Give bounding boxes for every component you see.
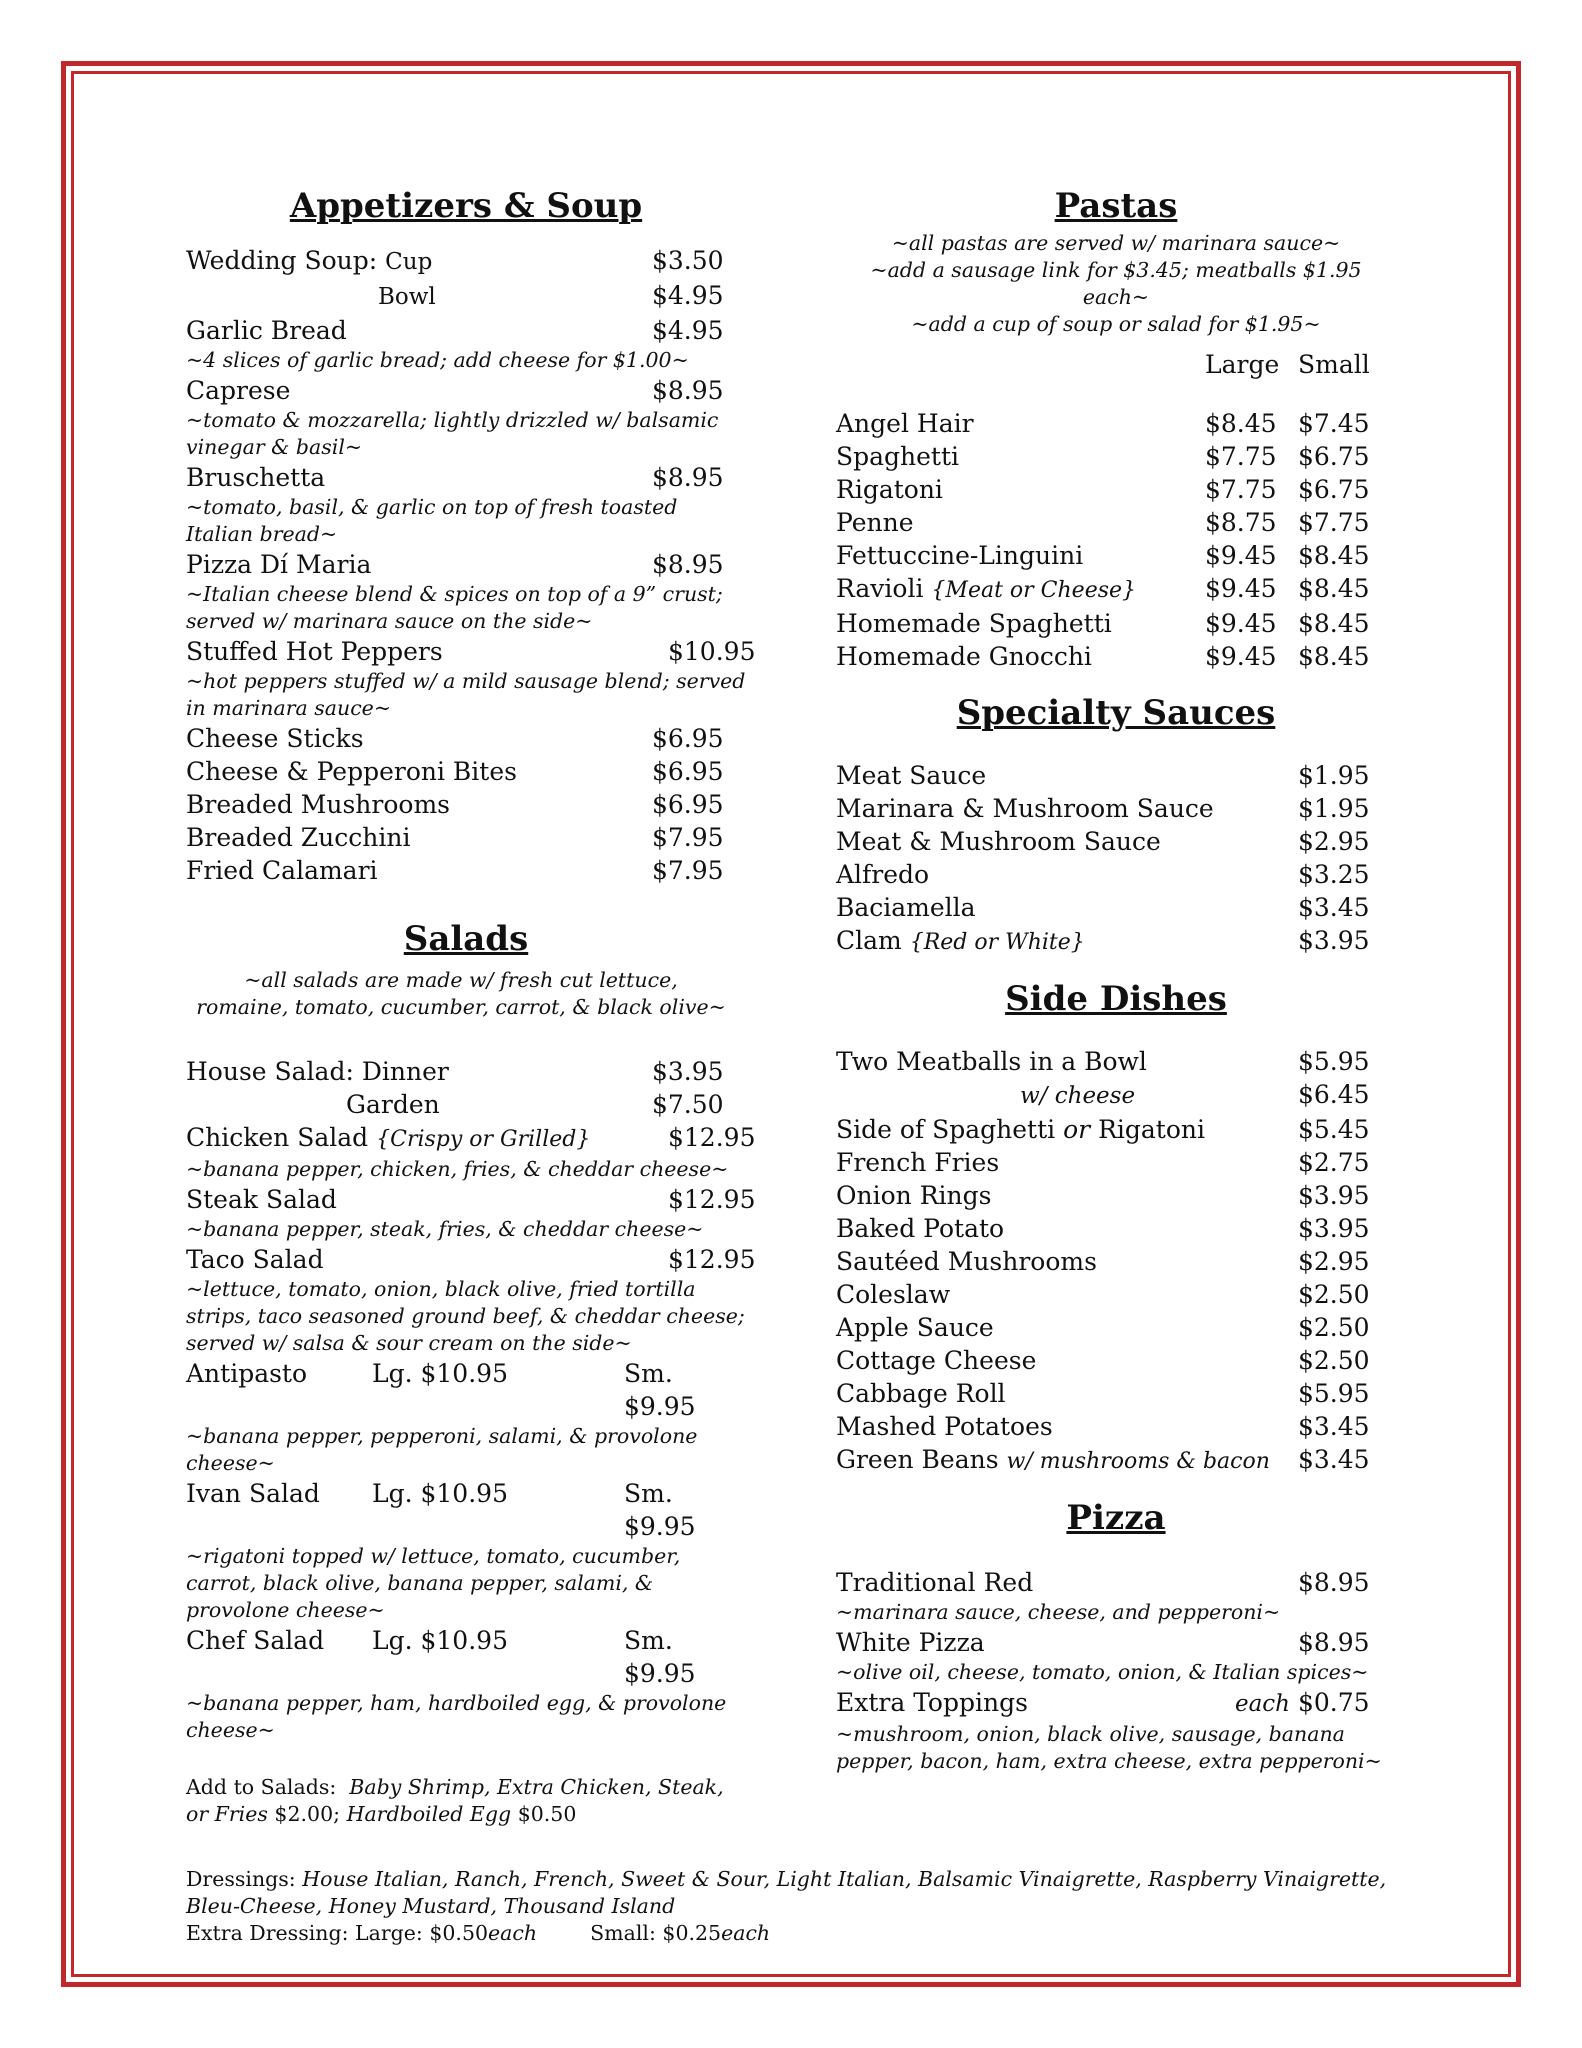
pasta-large-price: $8.45 bbox=[1205, 409, 1277, 438]
add-to-salads-price: $2.00; bbox=[274, 1802, 341, 1826]
chicken-salad-option: {Crispy or Grilled} bbox=[376, 1127, 591, 1152]
pastas-note: ~add a sausage link for $3.45; meatballs $1.95 each~ bbox=[870, 258, 1362, 309]
list-item bbox=[836, 1245, 1396, 1278]
meatballs-cheese-row bbox=[836, 1078, 1396, 1113]
list-item bbox=[836, 1344, 1396, 1377]
list-item bbox=[836, 1179, 1396, 1212]
list-item bbox=[186, 854, 746, 887]
pasta-name: Angel Hair bbox=[836, 409, 974, 438]
table-row bbox=[836, 407, 1396, 440]
stuffed-peppers-name: Stuffed Hot Peppers bbox=[186, 637, 443, 666]
sauce-option: {Red or White} bbox=[909, 930, 1085, 955]
pasta-large-header: Large bbox=[1205, 350, 1280, 379]
pasta-large-price: $9.45 bbox=[1205, 541, 1277, 570]
pasta-large-price: $7.75 bbox=[1205, 442, 1277, 471]
sauce-name: Meat Sauce bbox=[836, 761, 987, 790]
pasta-size-header bbox=[836, 348, 1396, 381]
side-name: Cabbage Roll bbox=[836, 1379, 1006, 1408]
chef-salad-note: ~banana pepper, ham, hardboiled egg, & provolone cheese~ bbox=[186, 1691, 727, 1742]
menu-item-price: $6.95 bbox=[652, 757, 724, 786]
bruschetta-note: ~tomato, basil, & garlic on top of fresh toasted Italian bread~ bbox=[186, 495, 678, 546]
chef-salad-large: Lg. $10.95 bbox=[372, 1626, 508, 1655]
ivan-salad-note: ~rigatoni topped w/ lettuce, tomato, cucumber, carrot, black olive, banana pepper, salami, & provolone cheese~ bbox=[186, 1544, 681, 1622]
white-pizza-name: White Pizza bbox=[836, 1628, 985, 1657]
list-item bbox=[186, 755, 746, 788]
pasta-name: Rigatoni bbox=[836, 475, 943, 504]
green-beans-option: w/ mushrooms & bacon bbox=[1006, 1449, 1270, 1474]
sauce-price: $1.95 bbox=[1298, 794, 1370, 823]
traditional-red-name: Traditional Red bbox=[836, 1568, 1034, 1597]
steak-salad-price: $12.95 bbox=[668, 1185, 756, 1214]
antipasto-large: Lg. $10.95 bbox=[372, 1359, 508, 1388]
pasta-name: Fettuccine-Linguini bbox=[836, 541, 1084, 570]
bruschetta-name: Bruschetta bbox=[186, 463, 326, 492]
pasta-small-price: $6.75 bbox=[1298, 442, 1370, 471]
side-price: $5.95 bbox=[1298, 1379, 1370, 1408]
table-row bbox=[836, 440, 1396, 473]
ivan-salad-small: Sm. $9.95 bbox=[624, 1479, 696, 1541]
traditional-red-row bbox=[836, 1566, 1396, 1599]
stuffed-peppers-row bbox=[186, 635, 756, 668]
caprese-note: ~tomato & mozzarella; lightly drizzled w/ balsamic vinegar & basil~ bbox=[186, 408, 719, 459]
add-to-salads-items: Baby Shrimp, Extra Chicken, Steak, or Fries bbox=[186, 1775, 724, 1826]
sauce-price: $3.95 bbox=[1298, 926, 1370, 955]
taco-salad-name: Taco Salad bbox=[186, 1245, 324, 1274]
list-item bbox=[836, 1377, 1396, 1410]
chef-salad-row bbox=[186, 1624, 746, 1690]
pasta-name: Homemade Gnocchi bbox=[836, 642, 1092, 671]
house-salad-garden: Garden bbox=[346, 1090, 440, 1119]
pasta-name: Ravioli bbox=[836, 574, 924, 603]
side-price: $2.50 bbox=[1298, 1313, 1370, 1342]
side-price: $2.50 bbox=[1298, 1346, 1370, 1375]
list-item bbox=[186, 821, 746, 854]
antipasto-note: ~banana pepper, pepperoni, salami, & provolone cheese~ bbox=[186, 1424, 698, 1475]
pizza-heading: Pizza bbox=[1066, 1498, 1166, 1538]
list-item bbox=[186, 722, 746, 755]
sauce-price: $2.95 bbox=[1298, 827, 1370, 856]
green-beans-row bbox=[836, 1443, 1396, 1478]
taco-salad-row bbox=[186, 1243, 756, 1276]
wedding-soup-bowl-price: $4.95 bbox=[652, 281, 724, 310]
list-item bbox=[836, 891, 1396, 924]
menu-item-name: Breaded Zucchini bbox=[186, 823, 411, 852]
menu-item-price: $6.95 bbox=[652, 790, 724, 819]
side-price: $2.50 bbox=[1298, 1280, 1370, 1309]
side-price: $3.45 bbox=[1298, 1412, 1370, 1441]
garlic-bread-name: Garlic Bread bbox=[186, 316, 347, 345]
menu-item-price: $6.95 bbox=[652, 724, 724, 753]
list-item bbox=[836, 1410, 1396, 1443]
list-item bbox=[836, 792, 1396, 825]
wedding-soup-cup-price: $3.50 bbox=[652, 246, 724, 275]
extra-dressing-large-price: $0.50 bbox=[429, 1921, 489, 1945]
house-salad-garden-row bbox=[186, 1088, 746, 1121]
pizza-di-maria-row bbox=[186, 548, 746, 581]
wedding-soup-cup-row bbox=[186, 244, 746, 279]
meatballs-row bbox=[836, 1045, 1396, 1078]
stuffed-peppers-price: $10.95 bbox=[668, 637, 756, 666]
left-column bbox=[186, 184, 756, 1828]
chef-salad-small: Sm. $9.95 bbox=[624, 1626, 696, 1688]
side-name: French Fries bbox=[836, 1148, 1000, 1177]
pasta-name: Penne bbox=[836, 508, 914, 537]
white-pizza-row bbox=[836, 1626, 1396, 1659]
side-name: Mashed Potatoes bbox=[836, 1412, 1053, 1441]
white-pizza-price: $8.95 bbox=[1298, 1628, 1370, 1657]
list-item bbox=[186, 788, 746, 821]
chicken-salad-price: $12.95 bbox=[668, 1123, 756, 1152]
pasta-large-price: $9.45 bbox=[1205, 574, 1277, 603]
table-row bbox=[836, 473, 1396, 506]
wedding-soup-cup: Cup bbox=[385, 249, 433, 275]
sauce-name: Clam bbox=[836, 926, 902, 955]
list-item bbox=[836, 1278, 1396, 1311]
list-item bbox=[836, 858, 1396, 891]
extra-dressing-small-label: Small: bbox=[590, 1921, 656, 1945]
caprese-price: $8.95 bbox=[652, 376, 724, 405]
list-item bbox=[836, 759, 1396, 792]
menu-item-name: Breaded Mushrooms bbox=[186, 790, 450, 819]
side-price: $2.75 bbox=[1298, 1148, 1370, 1177]
chicken-salad-row bbox=[186, 1121, 756, 1156]
sauce-price: $3.25 bbox=[1298, 860, 1370, 889]
antipasto-small: Sm. $9.95 bbox=[624, 1359, 696, 1421]
ivan-salad-row bbox=[186, 1477, 746, 1543]
pasta-small-price: $8.45 bbox=[1298, 642, 1370, 671]
extra-toppings-row bbox=[836, 1686, 1396, 1721]
extra-dressing-line bbox=[186, 1920, 1436, 1947]
bruschetta-row bbox=[186, 461, 746, 494]
sides-heading: Side Dishes bbox=[1005, 979, 1227, 1019]
pastas-heading: Pastas bbox=[1054, 186, 1178, 226]
list-item bbox=[836, 825, 1396, 858]
add-to-salads-label: Add to Salads: bbox=[186, 1775, 337, 1799]
pasta-small-price: $7.45 bbox=[1298, 409, 1370, 438]
side-or: or bbox=[1063, 1115, 1091, 1144]
pastas-note: ~add a cup of soup or salad for $1.95~ bbox=[911, 312, 1321, 336]
menu-item-price: $7.95 bbox=[652, 856, 724, 885]
stuffed-peppers-note: ~hot peppers stuffed w/ a mild sausage blend; served in marinara sauce~ bbox=[186, 669, 746, 720]
pasta-option: {Meat or Cheese} bbox=[931, 578, 1137, 603]
pasta-small-price: $8.45 bbox=[1298, 541, 1370, 570]
sauce-price: $1.95 bbox=[1298, 761, 1370, 790]
garlic-bread-row bbox=[186, 314, 746, 347]
antipasto-name: Antipasto bbox=[186, 1359, 308, 1388]
table-row bbox=[836, 572, 1396, 607]
menu-item-name: Fried Calamari bbox=[186, 856, 378, 885]
sauce-name: Alfredo bbox=[836, 860, 930, 889]
pasta-small-header: Small bbox=[1298, 350, 1370, 379]
caprese-name: Caprese bbox=[186, 376, 291, 405]
extra-toppings-name: Extra Toppings bbox=[836, 1688, 1028, 1717]
extra-dressing-small-price: $0.25 bbox=[662, 1921, 722, 1945]
side-price: $3.95 bbox=[1298, 1214, 1370, 1243]
table-row bbox=[836, 539, 1396, 572]
taco-salad-note: ~lettuce, tomato, onion, black olive, fried tortilla strips, taco seasoned ground beef, & cheddar cheese; served w/ salsa & sour cream on the side~ bbox=[186, 1277, 745, 1355]
side-rigatoni-name: Rigatoni bbox=[1098, 1115, 1205, 1144]
side-name: Sautéed Mushrooms bbox=[836, 1247, 1097, 1276]
menu-item-price: $7.95 bbox=[652, 823, 724, 852]
add-to-salads bbox=[186, 1774, 746, 1828]
extra-dressing-each: each bbox=[488, 1921, 538, 1945]
bruschetta-price: $8.95 bbox=[652, 463, 724, 492]
steak-salad-row bbox=[186, 1183, 756, 1216]
pasta-large-price: $7.75 bbox=[1205, 475, 1277, 504]
pasta-large-price: $8.75 bbox=[1205, 508, 1277, 537]
right-column bbox=[836, 184, 1396, 1775]
pizza-di-maria-note: ~Italian cheese blend & spices on top of a 9” crust; served w/ marinara sauce on the side~ bbox=[186, 582, 723, 633]
wedding-soup-bowl: Bowl bbox=[378, 284, 436, 310]
pasta-large-price: $9.45 bbox=[1205, 642, 1277, 671]
menu-item-name: Cheese Sticks bbox=[186, 724, 364, 753]
green-beans-price: $3.45 bbox=[1298, 1445, 1370, 1474]
chef-salad-name: Chef Salad bbox=[186, 1626, 325, 1655]
ivan-salad-large: Lg. $10.95 bbox=[372, 1479, 508, 1508]
dressings-list: House Italian, Ranch, French, Sweet & Sour, Light Italian, Balsamic Vinaigrette, Raspberry Vinaigrette, Bleu-Cheese, Honey Mustard, Thousand Island bbox=[186, 1867, 1387, 1918]
traditional-red-note: ~marinara sauce, cheese, and pepperoni~ bbox=[836, 1600, 1281, 1624]
traditional-red-price: $8.95 bbox=[1298, 1568, 1370, 1597]
ivan-salad-name: Ivan Salad bbox=[186, 1479, 320, 1508]
house-salad-dinner-row bbox=[186, 1055, 746, 1088]
side-price: $2.95 bbox=[1298, 1247, 1370, 1276]
white-pizza-note: ~olive oil, cheese, tomato, onion, & Italian spices~ bbox=[836, 1660, 1369, 1684]
meatballs-cheese-price: $6.45 bbox=[1298, 1080, 1370, 1109]
taco-salad-price: $12.95 bbox=[668, 1245, 756, 1274]
salads-heading: Salads bbox=[403, 919, 529, 959]
sauce-name: Baciamella bbox=[836, 893, 976, 922]
pizza-di-maria-name: Pizza Dí Maria bbox=[186, 550, 372, 579]
house-salad-garden-price: $7.50 bbox=[652, 1090, 724, 1119]
pasta-large-price: $9.45 bbox=[1205, 609, 1277, 638]
table-row bbox=[836, 607, 1396, 640]
dressings-label: Dressings: bbox=[186, 1867, 296, 1891]
add-egg-price: $0.50 bbox=[517, 1802, 577, 1826]
steak-salad-note: ~banana pepper, steak, fries, & cheddar cheese~ bbox=[186, 1217, 704, 1241]
sauce-name: Marinara & Mushroom Sauce bbox=[836, 794, 1214, 823]
sauces-heading: Specialty Sauces bbox=[956, 693, 1276, 733]
extra-toppings-price: $0.75 bbox=[1298, 1688, 1370, 1717]
pasta-small-price: $8.45 bbox=[1298, 609, 1370, 638]
house-salad-dinner-price: $3.95 bbox=[652, 1057, 724, 1086]
pasta-small-price: $8.45 bbox=[1298, 574, 1370, 603]
side-spaghetti-name: Side of Spaghetti bbox=[836, 1115, 1056, 1144]
side-name: Onion Rings bbox=[836, 1181, 992, 1210]
meatballs-cheese: w/ cheese bbox=[1020, 1083, 1136, 1109]
pastas-note: ~all pastas are served w/ marinara sauce~ bbox=[891, 231, 1341, 255]
pasta-name: Homemade Spaghetti bbox=[836, 609, 1112, 638]
spaghetti-side-price: $5.45 bbox=[1298, 1115, 1370, 1144]
extra-toppings-each: each bbox=[1234, 1691, 1290, 1717]
list-item bbox=[836, 1146, 1396, 1179]
steak-salad-name: Steak Salad bbox=[186, 1185, 337, 1214]
wedding-soup-bowl-row bbox=[186, 279, 746, 314]
table-row bbox=[836, 506, 1396, 539]
side-name: Cottage Cheese bbox=[836, 1346, 1037, 1375]
table-row bbox=[836, 640, 1396, 673]
dressings-line bbox=[186, 1866, 1436, 1920]
side-name: Apple Sauce bbox=[836, 1313, 994, 1342]
caprese-row bbox=[186, 374, 746, 407]
side-price: $3.95 bbox=[1298, 1181, 1370, 1210]
wedding-soup-name: Wedding Soup: bbox=[186, 246, 378, 275]
pizza-di-maria-price: $8.95 bbox=[652, 550, 724, 579]
pasta-name: Spaghetti bbox=[836, 442, 960, 471]
garlic-bread-price: $4.95 bbox=[652, 316, 724, 345]
side-name: Coleslaw bbox=[836, 1280, 951, 1309]
menu-item-name: Cheese & Pepperoni Bites bbox=[186, 757, 517, 786]
chicken-salad-name: Chicken Salad bbox=[186, 1123, 369, 1152]
list-item bbox=[836, 924, 1396, 959]
chicken-salad-note: ~banana pepper, chicken, fries, & cheddar cheese~ bbox=[186, 1157, 729, 1181]
extra-dressing-label: Extra Dressing: Large: bbox=[186, 1921, 423, 1945]
sauce-price: $3.45 bbox=[1298, 893, 1370, 922]
dressings-footer bbox=[186, 1866, 1436, 1947]
green-beans-name: Green Beans bbox=[836, 1445, 999, 1474]
list-item bbox=[836, 1311, 1396, 1344]
appetizers-heading: Appetizers & Soup bbox=[289, 186, 643, 226]
meatballs-name: Two Meatballs in a Bowl bbox=[836, 1047, 1147, 1076]
antipasto-row bbox=[186, 1357, 746, 1423]
salads-intro: ~all salads are made w/ fresh cut lettuce, romaine, tomato, cucumber, carrot, & black olive~ bbox=[196, 968, 726, 1019]
pasta-small-price: $7.75 bbox=[1298, 508, 1370, 537]
extra-dressing-each: each bbox=[721, 1921, 771, 1945]
extra-toppings-note: ~mushroom, onion, black olive, sausage, banana pepper, bacon, ham, extra cheese, extra pepperoni~ bbox=[836, 1722, 1382, 1773]
pasta-small-price: $6.75 bbox=[1298, 475, 1370, 504]
meatballs-price: $5.95 bbox=[1298, 1047, 1370, 1076]
sauce-name: Meat & Mushroom Sauce bbox=[836, 827, 1161, 856]
list-item bbox=[836, 1212, 1396, 1245]
spaghetti-side-row bbox=[836, 1113, 1396, 1146]
add-egg-label: Hardboiled Egg bbox=[346, 1802, 512, 1826]
garlic-bread-note: ~4 slices of garlic bread; add cheese for $1.00~ bbox=[186, 348, 689, 372]
side-name: Baked Potato bbox=[836, 1214, 1005, 1243]
house-salad-name: House Salad: Dinner bbox=[186, 1057, 449, 1086]
